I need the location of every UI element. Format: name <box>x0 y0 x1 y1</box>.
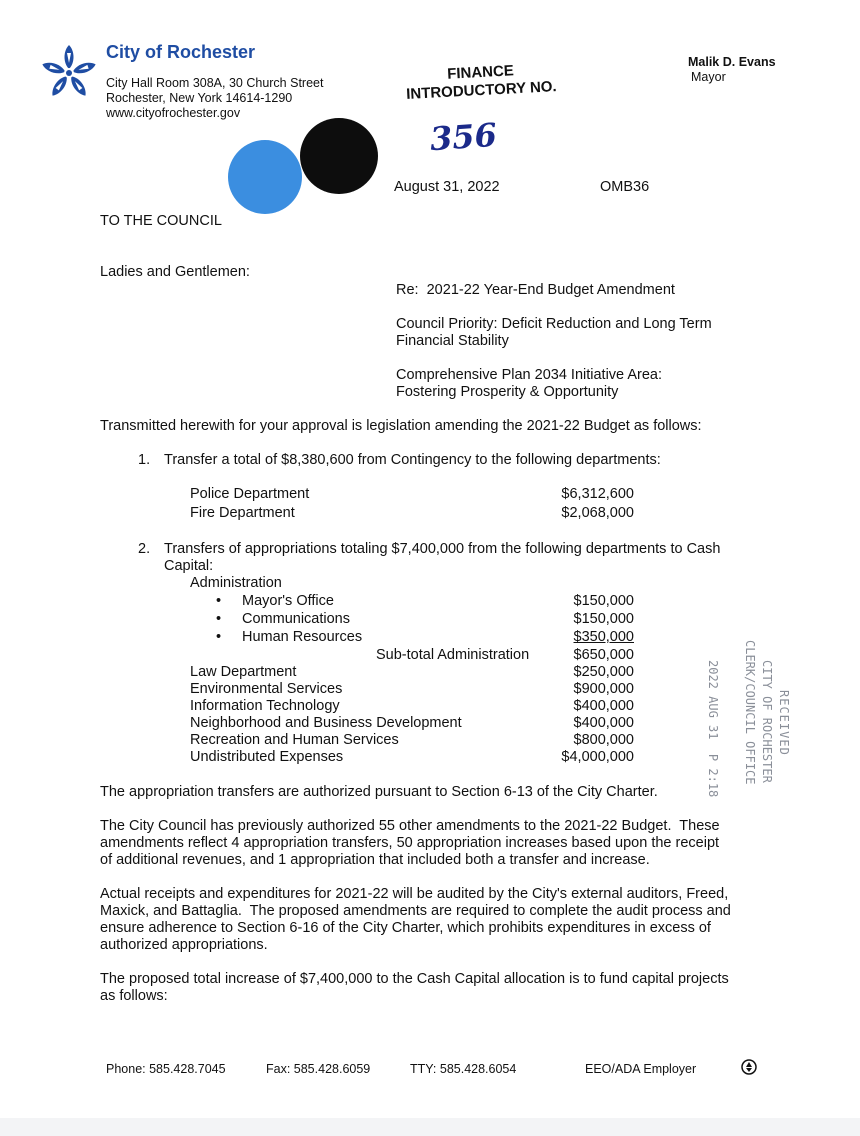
administration-label: Administration <box>190 575 282 591</box>
bullet-label: Communications <box>242 611 350 627</box>
bullet-dot: • <box>216 611 222 627</box>
previous-amendments-line: The City Council has previously authorized 55 other amendments to the 2021-22 Budget. These <box>100 818 720 834</box>
audit-line: Actual receipts and expenditures for 2021-22 will be audited by the City's external auditors, Freed, <box>100 886 729 902</box>
bullet-label: Human Resources <box>242 629 363 645</box>
subtotal-label: Sub-total Administration <box>376 647 530 663</box>
subtotal-amount: $650,000 <box>573 647 634 663</box>
item2-row-amount: $4,000,000 <box>561 749 634 765</box>
footer-eeo: EEO/ADA Employer <box>585 1062 697 1076</box>
recycle-icon <box>741 1059 757 1075</box>
audit-line: authorized appropriations. <box>100 937 268 953</box>
received-stamp-line1: RECEIVED <box>777 690 791 756</box>
bullet-label: Mayor's Office <box>242 593 334 609</box>
item2-text-line1: Transfers of appropriations totaling $7,400,000 from the following departments to Cash <box>164 541 721 557</box>
letter-date: August 31, 2022 <box>394 179 500 195</box>
item1-row-amount: $2,068,000 <box>561 505 634 521</box>
previous-amendments-line: of additional revenues, and 1 appropriation that included both a transfer and increase. <box>100 852 650 868</box>
document-code: OMB36 <box>600 179 650 195</box>
received-stamp-line3: CLERK/COUNCIL OFFICE <box>743 640 757 785</box>
item2-row-amount: $400,000 <box>573 698 634 714</box>
previous-amendments-line: amendments reflect 4 appropriation transfers, 50 appropriation increases based upon the receipt <box>100 835 720 851</box>
item2-row-amount: $900,000 <box>573 681 634 697</box>
item1-row-label: Fire Department <box>190 505 295 521</box>
cash-capital-line: The proposed total increase of $7,400,000 to the Cash Capital allocation is to fund capital projects <box>100 971 729 987</box>
item2-row-amount: $250,000 <box>573 664 634 680</box>
item2-text-line2: Capital: <box>164 558 214 574</box>
finance-stamp-line2: INTRODUCTORY NO. <box>405 78 558 103</box>
finance-stamp <box>395 60 567 105</box>
black-dot <box>300 118 378 194</box>
footer-tty: TTY: 585.428.6054 <box>410 1062 517 1076</box>
introductory-number: 356 <box>428 115 499 159</box>
received-stamp <box>744 640 756 785</box>
received-stamp-line2: CITY OF ROCHESTER <box>760 660 774 783</box>
item1-number: 1. <box>138 452 151 468</box>
intro-paragraph: Transmitted herewith for your approval is legislation amending the 2021-22 Budget as follows: <box>100 418 702 434</box>
item2-row-label: Environmental Services <box>190 681 343 697</box>
org-name: City of Rochester <box>106 42 256 62</box>
bullet-amount-underlined: $350,000 <box>573 629 634 645</box>
audit-line: ensure adherence to Section 6-16 of the City Charter, which prohibits expenditures in excess of <box>100 920 711 936</box>
website: www.cityofrochester.gov <box>106 106 241 120</box>
item1-row-label: Police Department <box>190 486 310 502</box>
bullet-dot: • <box>216 629 222 645</box>
authorized-paragraph: The appropriation transfers are authorized pursuant to Section 6-13 of the City Charter. <box>100 784 658 800</box>
addressee: TO THE COUNCIL <box>100 213 222 229</box>
blue-dot <box>228 140 302 214</box>
received-stamp <box>761 660 773 783</box>
item2-row-label: Law Department <box>190 664 297 680</box>
bullet-dot: • <box>216 593 222 609</box>
plan-line1: Comprehensive Plan 2034 Initiative Area: <box>396 367 662 383</box>
footer-fax: Fax: 585.428.6059 <box>266 1062 371 1076</box>
item1-row-amount: $6,312,600 <box>561 486 634 502</box>
audit-line: Maxick, and Battaglia. The proposed amendments are required to complete the audit process and <box>100 903 731 919</box>
received-stamp <box>778 690 790 756</box>
city-logo-icon <box>38 42 100 104</box>
footer-phone: Phone: 585.428.7045 <box>106 1062 226 1076</box>
item2-row-label: Information Technology <box>190 698 340 714</box>
salutation: Ladies and Gentlemen: <box>100 264 250 280</box>
bullet-amount <box>500 629 634 646</box>
mayor-name: Malik D. Evans <box>688 55 776 69</box>
address-line-1: City Hall Room 308A, 30 Church Street <box>106 76 324 90</box>
bullet-amount: $150,000 <box>573 593 634 609</box>
item2-row-amount: $400,000 <box>573 715 634 731</box>
bullet-amount: $150,000 <box>573 611 634 627</box>
finance-stamp-line1: FINANCE <box>446 62 515 83</box>
item1-text: Transfer a total of $8,380,600 from Contingency to the following departments: <box>164 452 661 468</box>
council-priority-line1: Council Priority: Deficit Reduction and Long Term <box>396 316 712 332</box>
item2-row-label: Neighborhood and Business Development <box>190 715 462 731</box>
item2-number: 2. <box>138 541 151 557</box>
item2-row-amount: $800,000 <box>573 732 634 748</box>
plan-line2: Fostering Prosperity & Opportunity <box>396 384 619 400</box>
page-bottom-edge <box>0 1118 860 1136</box>
cash-capital-line: as follows: <box>100 988 168 1004</box>
mayor-title: Mayor <box>691 70 726 84</box>
council-priority-line2: Financial Stability <box>396 333 509 349</box>
re-subject: Re: 2021-22 Year-End Budget Amendment <box>396 282 675 298</box>
address-line-2: Rochester, New York 14614-1290 <box>106 91 293 105</box>
item2-row-label: Undistributed Expenses <box>190 749 344 765</box>
received-stamp-line4: 2022 AUG 31 P 2:18 <box>706 660 720 798</box>
item2-row-label: Recreation and Human Services <box>190 732 399 748</box>
received-stamp <box>707 660 719 797</box>
